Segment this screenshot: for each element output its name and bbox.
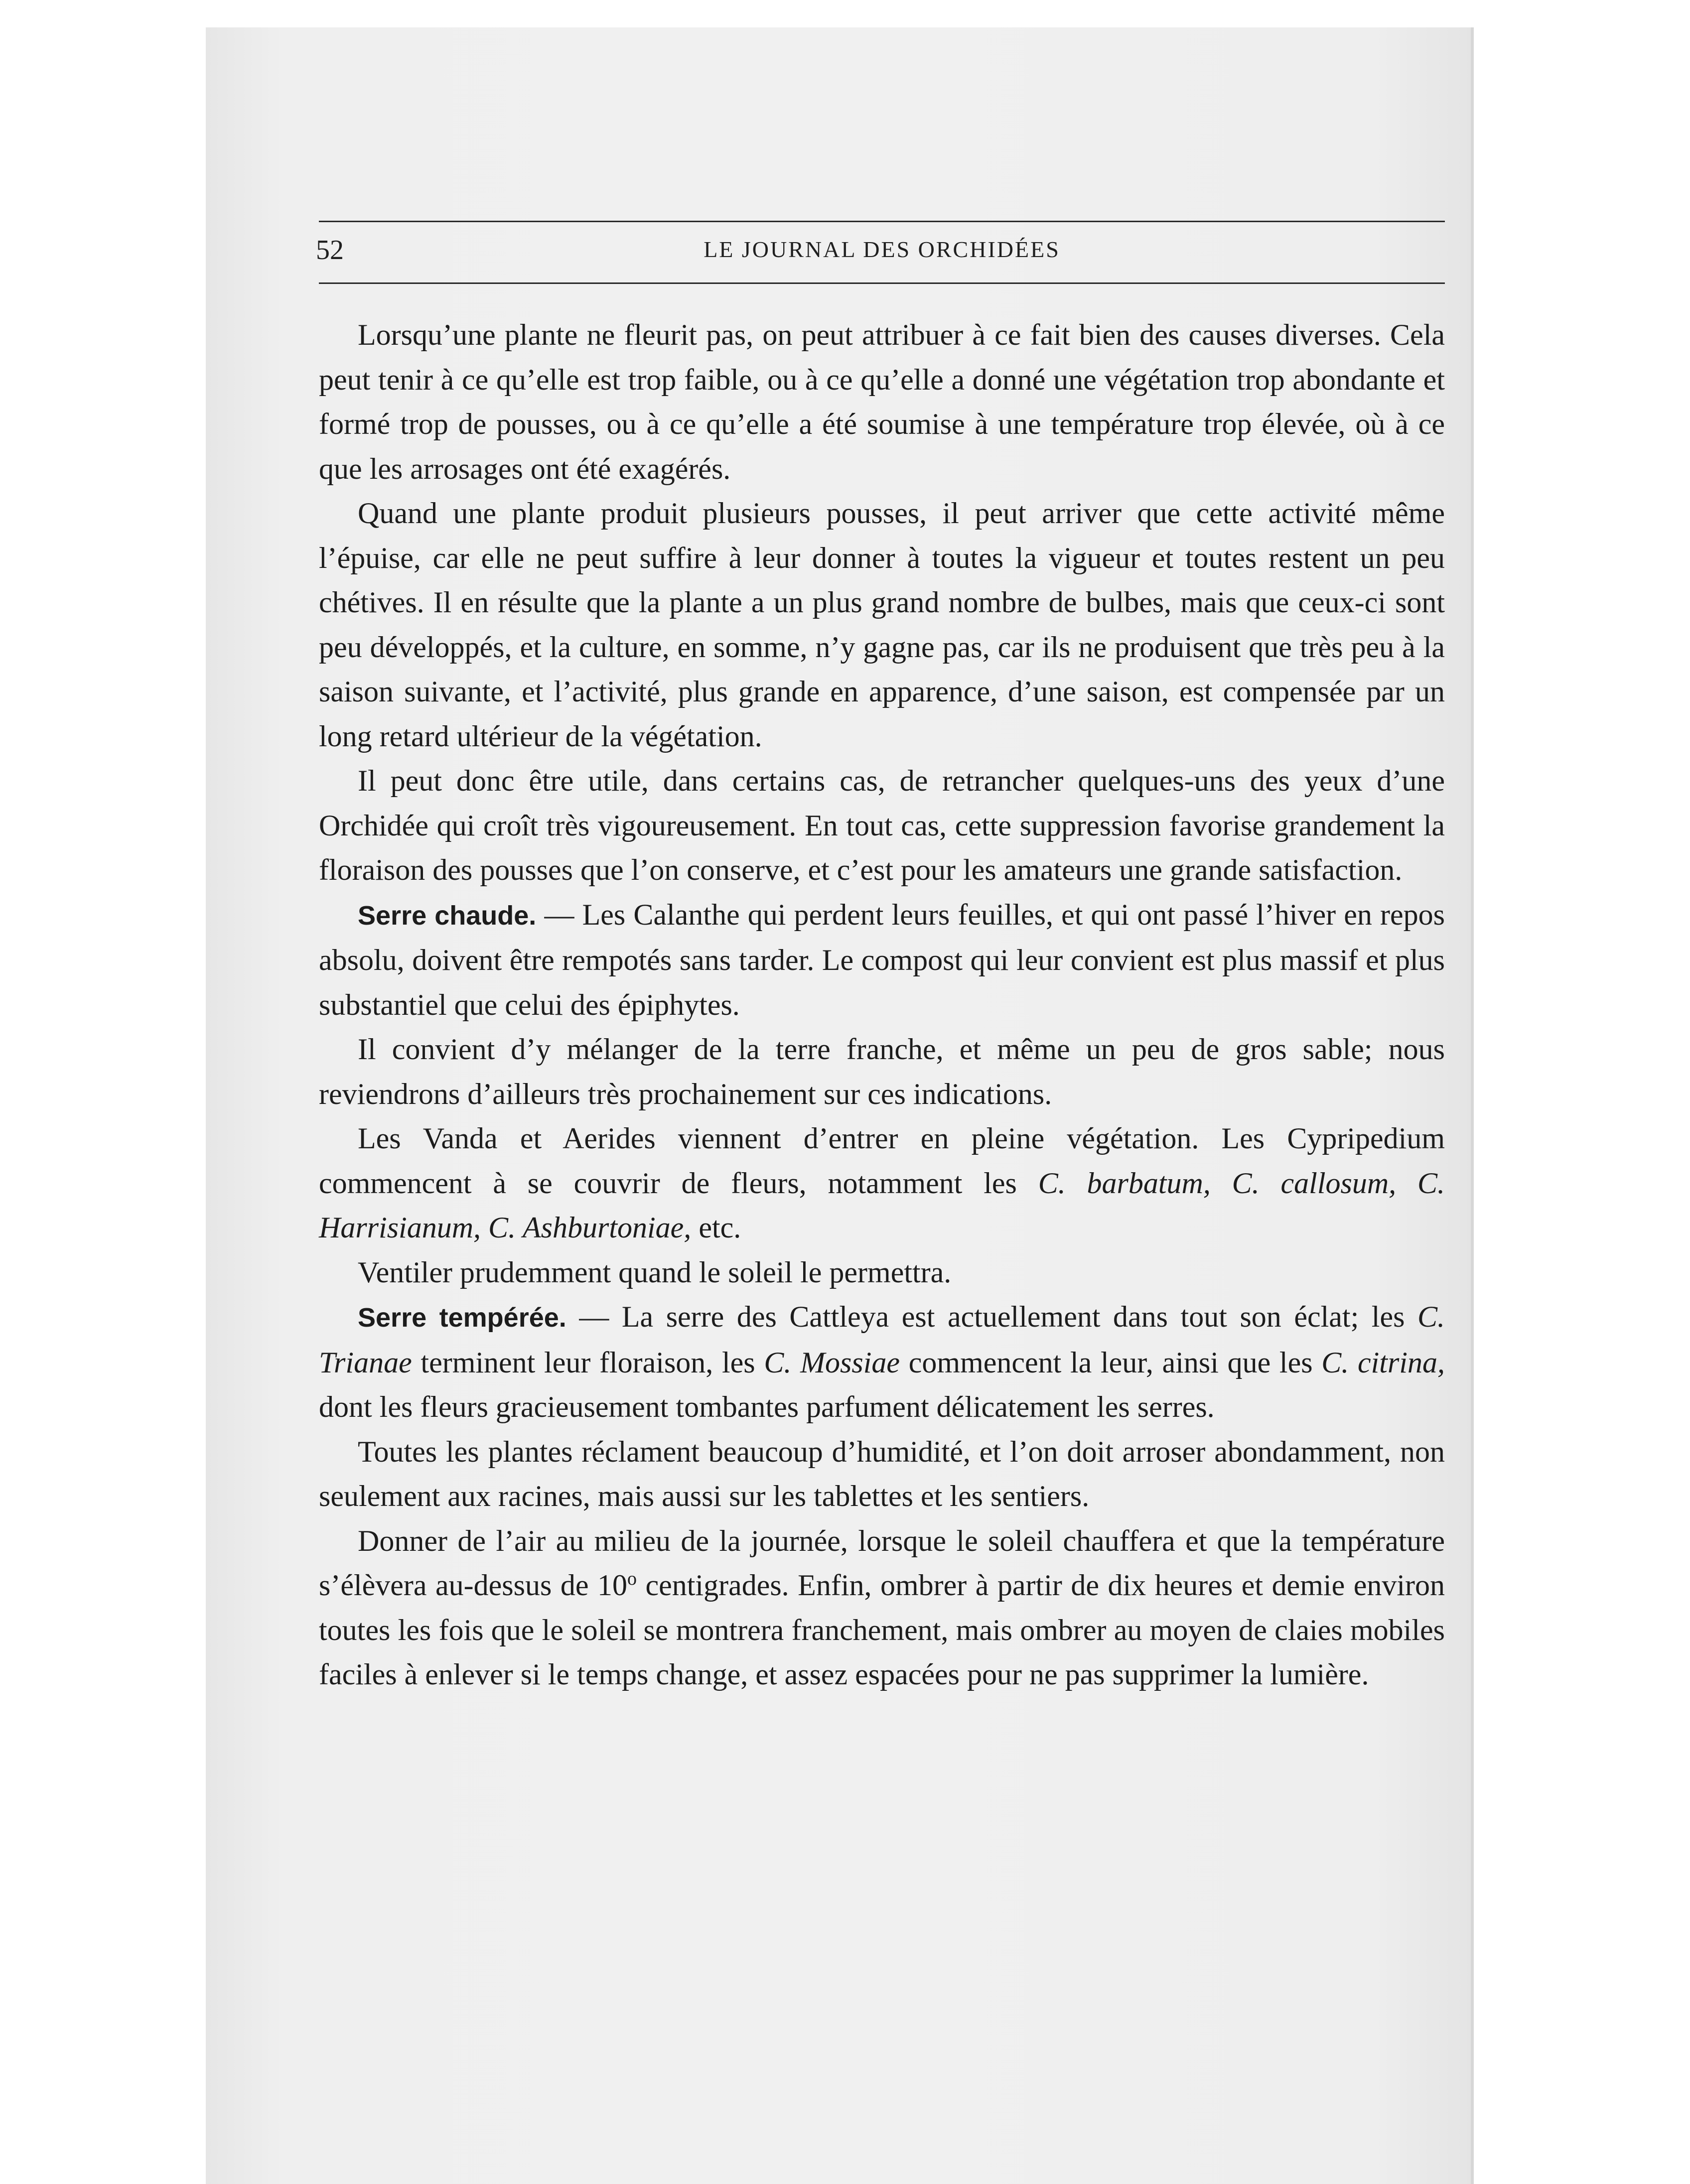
paragraph-text: centigrades. Enfin, ombrer à partir de dix heures et demie environ toutes les fois que le soleil se montrera franchement, mais ombrer au moyen de claies mobiles faciles à enlever si le temps change, et assez espacées pour ne pas supprimer la lumière. <box>319 1569 1445 1691</box>
species-name: C. Trianae <box>319 1300 1445 1379</box>
paragraph-text: commencent la leur, ainsi que les <box>900 1346 1322 1379</box>
running-head: LE JOURNAL DES ORCHIDÉES <box>704 237 1060 262</box>
paragraph-text: dont les fleurs gracieusement tombantes parfument délicatement les serres. <box>319 1390 1215 1423</box>
paragraph-text: — La serre des Cattleya est actuellement dans tout son éclat; les <box>566 1300 1417 1333</box>
species-names: C. barbatum, C. callosum, C. Harrisianum, C. Ashburtoniae, <box>319 1166 1445 1244</box>
paragraph: Il convient d’y mélanger de la terre franche, et même un peu de gros sable; nous reviendrons d’ailleurs très prochainement sur ces indications. <box>319 1033 1445 1110</box>
paragraph: Quand une plante produit plusieurs pousses, il peut arriver que cette activité même l’épuise, car elle ne peut suffire à leur donner à toutes la vigueur et toutes restent un peu chétives. Il en résulte que la plante a un plus grand nombre de bulbes, mais que ceux-ci sont peu développés, et la culture, en somme, n’y gagne pas, car ils ne produisent que très peu à la saison suivante, et l’activité, plus grande en apparence, d’une saison, est compensée par un long retard ultérieur de la végétation. <box>319 497 1445 753</box>
paragraph <box>319 1116 1445 1250</box>
paragraph-text: — Les Calanthe qui perdent leurs feuilles, et qui ont passé l’hiver en repos absolu, doivent être rempotés sans tarder. Le compost qui leur convient est plus massif et plus substantiel que celui des épiphytes. <box>319 898 1445 1021</box>
paragraph: Lorsqu’une plante ne fleurit pas, on peut attribuer à ce fait bien des causes diverses. Cela peut tenir à ce qu’elle est trop faible, ou à ce qu’elle a donné une végétation trop abondante et formé trop de pousses, ou à ce qu’elle a été soumise à une température trop élevée, où à ce que les arrosages ont été exagérés. <box>319 318 1445 485</box>
paragraph: Toutes les plantes réclament beaucoup d’humidité, et l’on doit arroser abondamment, non seulement aux racines, mais aussi sur les tablettes et les sentiers. <box>319 1435 1445 1512</box>
paragraph <box>319 1519 1445 1697</box>
page-edge-shadow <box>1471 27 1474 2184</box>
header-rule-top <box>319 221 1445 222</box>
paragraph-text: Donner de l’air au milieu de la journée, lorsque le soleil chauffera et que la température s’élèvera au-dessus de 10 <box>319 1524 1445 1602</box>
paragraph-text: Les Vanda et Aerides viennent d’entrer en pleine végétation. Les Cypripedium commencent à se couvrir de fleurs, notamment les <box>319 1122 1445 1200</box>
page-number: 52 <box>316 235 344 266</box>
paragraph <box>319 893 1445 1028</box>
section-lead-serre-temperee: Serre tempérée. <box>358 1303 566 1333</box>
article-body <box>319 313 1445 1697</box>
degree-mark: o <box>627 1568 637 1589</box>
paragraph: Il peut donc être utile, dans certains cas, de retrancher quelques-uns des yeux d’une Orchidée qui croît très vigoureusement. En tout cas, cette suppression favorise grandement la floraison des pousses que l’on conserve, et c’est pour les amateurs une grande satisfaction. <box>319 764 1445 886</box>
paragraph-text: terminent leur floraison, les <box>412 1346 764 1379</box>
header-rule-bottom <box>319 282 1445 284</box>
species-name: C. citrina, <box>1321 1346 1445 1379</box>
section-lead-serre-chaude: Serre chaude. <box>358 900 537 931</box>
paragraph <box>319 1295 1445 1430</box>
paragraph-text: etc. <box>691 1211 741 1244</box>
species-name: C. Mossiae <box>764 1346 900 1379</box>
paragraph: Ventiler prudemment quand le soleil le permettra. <box>358 1255 952 1289</box>
